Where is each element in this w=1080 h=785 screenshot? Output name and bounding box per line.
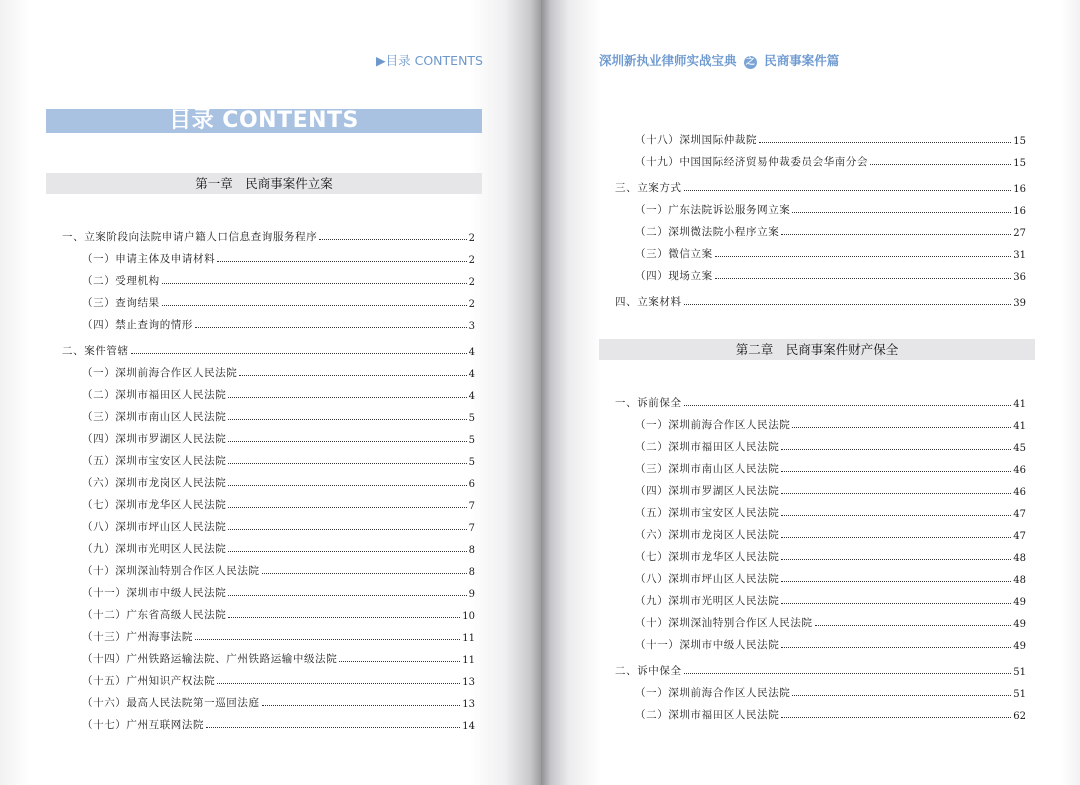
toc-entry-label: （二）深圳市福田区人民法院 — [635, 709, 780, 721]
toc-entry[interactable] — [635, 706, 1026, 722]
toc-entry[interactable] — [635, 504, 1026, 520]
toc-entry-page-number: 16 — [1013, 184, 1026, 195]
toc-entry[interactable] — [82, 628, 475, 644]
toc-entry-label: （十）深圳深汕特别合作区人民法院 — [635, 617, 813, 629]
toc-entry-label: （十五）广州知识产权法院 — [82, 675, 216, 687]
toc-entry-page-number: 5 — [468, 435, 475, 446]
toc-entry[interactable] — [82, 430, 475, 446]
toc-entry-page-number: 15 — [1013, 136, 1026, 147]
toc-entry-label: （二）深圳微法院小程序立案 — [635, 226, 780, 238]
toc-entry[interactable] — [635, 245, 1026, 261]
toc-entry[interactable] — [635, 131, 1026, 147]
toc-entry[interactable] — [82, 672, 475, 688]
toc-entry-label: （一）深圳前海合作区人民法院 — [82, 367, 238, 379]
toc-entry-page-number: 2 — [468, 233, 475, 244]
toc-entry[interactable] — [82, 474, 475, 490]
toc-entry-label: 一、诉前保全 — [615, 397, 682, 409]
toc-entry-page-number: 15 — [1013, 158, 1026, 169]
toc-entry-page-number: 4 — [468, 347, 475, 358]
toc-entry-label: （四）现场立案 — [635, 270, 713, 282]
toc-entry-label: （九）深圳市光明区人民法院 — [82, 543, 227, 555]
dot-leader — [684, 304, 1012, 305]
dot-leader — [131, 353, 467, 354]
toc-entry-label: （一）深圳前海合作区人民法院 — [635, 687, 791, 699]
toc-entry-page-number: 31 — [1013, 250, 1026, 261]
toc-entry[interactable] — [635, 416, 1026, 432]
toc-entry-page-number: 3 — [468, 321, 475, 332]
dot-leader — [781, 603, 1011, 604]
dot-leader — [781, 449, 1011, 450]
dot-leader — [781, 515, 1011, 516]
toc-entry-label: （二）深圳市福田区人民法院 — [635, 441, 780, 453]
toc-entry-label: 一、立案阶段向法院申请户籍人口信息查询服务程序 — [62, 231, 318, 243]
toc-entry-label: （十一）深圳市中级人民法院 — [82, 587, 227, 599]
chapter-2-title: 第二章 民商事案件财产保全 — [599, 339, 1035, 360]
toc-entry-label: （三）查询结果 — [82, 297, 160, 309]
toc-entry[interactable] — [635, 153, 1026, 169]
toc-entry[interactable] — [635, 201, 1026, 217]
dot-leader — [792, 695, 1011, 696]
toc-entry-page-number: 11 — [462, 633, 475, 644]
toc-entry-page-number: 2 — [468, 299, 475, 310]
toc-entry[interactable] — [635, 526, 1026, 542]
dot-leader — [228, 463, 466, 464]
book-header — [599, 51, 839, 69]
toc-entry-label: （九）深圳市光明区人民法院 — [635, 595, 780, 607]
dot-leader — [781, 581, 1011, 582]
toc-entry-page-number: 14 — [462, 721, 475, 732]
toc-entry[interactable] — [615, 394, 1026, 410]
toc-entry-label: （一）广东法院诉讼服务网立案 — [635, 204, 791, 216]
toc-entry[interactable] — [635, 684, 1026, 700]
toc-entry[interactable] — [62, 342, 475, 358]
toc-entry[interactable] — [615, 662, 1026, 678]
dot-leader — [228, 419, 466, 420]
book-title: 深圳新执业律师实战宝典 — [599, 53, 737, 68]
dot-leader — [684, 673, 1012, 674]
toc-entry-label: （十八）深圳国际仲裁院 — [635, 134, 758, 146]
toc-entry[interactable] — [82, 584, 475, 600]
toc-entry-page-number: 45 — [1013, 443, 1026, 454]
toc-entry[interactable] — [82, 364, 475, 380]
toc-entry-label: （五）深圳市宝安区人民法院 — [635, 507, 780, 519]
dot-leader — [781, 717, 1011, 718]
dot-leader — [162, 305, 467, 306]
toc-entry-label: （十）深圳深汕特别合作区人民法院 — [82, 565, 260, 577]
toc-entry-page-number: 49 — [1013, 597, 1026, 608]
dot-leader — [815, 625, 1012, 626]
toc-entry[interactable] — [62, 228, 475, 244]
toc-entry[interactable] — [635, 460, 1026, 476]
toc-entry-label: （六）深圳市龙岗区人民法院 — [635, 529, 780, 541]
toc-entry[interactable] — [635, 438, 1026, 454]
toc-entry[interactable] — [635, 223, 1026, 239]
toc-entry-page-number: 51 — [1013, 667, 1026, 678]
toc-entry[interactable] — [635, 592, 1026, 608]
toc-entry[interactable] — [635, 267, 1026, 283]
dot-leader — [319, 239, 466, 240]
toc-entry-page-number: 2 — [468, 277, 475, 288]
toc-entry[interactable] — [635, 570, 1026, 586]
toc-entry[interactable] — [82, 386, 475, 402]
toc-entry-page-number: 27 — [1013, 228, 1026, 239]
toc-entry[interactable] — [82, 606, 475, 622]
toc-entry-page-number: 8 — [468, 545, 475, 556]
dot-leader — [781, 559, 1011, 560]
dot-leader — [195, 639, 460, 640]
toc-entry-page-number: 4 — [468, 391, 475, 402]
book-subtitle: 民商事案件篇 — [764, 53, 840, 68]
toc-entry[interactable] — [82, 408, 475, 424]
toc-entry[interactable] — [82, 540, 475, 556]
toc-entry-page-number: 47 — [1013, 531, 1026, 542]
toc-entry[interactable] — [82, 294, 475, 310]
toc-entry-page-number: 46 — [1013, 487, 1026, 498]
toc-entry-label: （十二）广东省高级人民法院 — [82, 609, 227, 621]
dot-leader — [228, 551, 466, 552]
toc-entry-label: （十三）广州海事法院 — [82, 631, 193, 643]
toc-entry[interactable] — [82, 694, 475, 710]
toc-entry-page-number: 13 — [462, 677, 475, 688]
dot-leader — [870, 164, 1011, 165]
toc-entry-page-number: 4 — [468, 369, 475, 380]
toc-entry-page-number: 48 — [1013, 553, 1026, 564]
running-header: ▶目录 CONTENTS — [376, 53, 483, 68]
dot-leader — [228, 617, 460, 618]
dot-leader — [781, 493, 1011, 494]
toc-entry[interactable] — [615, 293, 1026, 309]
toc-entry-label: （十一）深圳市中级人民法院 — [635, 639, 780, 651]
toc-entry-page-number: 41 — [1013, 399, 1026, 410]
dot-leader — [228, 595, 466, 596]
toc-entry-page-number: 5 — [468, 413, 475, 424]
dot-leader — [206, 727, 460, 728]
toc-entry-page-number: 2 — [468, 255, 475, 266]
contents-title: 目录 CONTENTS — [46, 109, 482, 133]
toc-entry-label: （二）受理机构 — [82, 275, 160, 287]
toc-entry-page-number: 39 — [1013, 298, 1026, 309]
dot-leader — [715, 278, 1012, 279]
dot-leader — [228, 507, 466, 508]
toc-entry-label: （八）深圳市坪山区人民法院 — [635, 573, 780, 585]
toc-entry-page-number: 49 — [1013, 619, 1026, 630]
toc-entry-page-number: 9 — [468, 589, 475, 600]
right-page — [541, 0, 1080, 785]
toc-entry-page-number: 36 — [1013, 272, 1026, 283]
toc-entry[interactable] — [635, 548, 1026, 564]
toc-entry-page-number: 48 — [1013, 575, 1026, 586]
toc-entry-page-number: 46 — [1013, 465, 1026, 476]
toc-entry[interactable] — [635, 614, 1026, 630]
dot-leader — [239, 375, 466, 376]
zhi-badge-icon: 之 — [745, 57, 755, 67]
toc-entry-label: （七）深圳市龙华区人民法院 — [82, 499, 227, 511]
dot-leader — [195, 327, 467, 328]
toc-entry[interactable] — [82, 316, 475, 332]
toc-entry-label: （四）禁止查询的情形 — [82, 319, 193, 331]
dot-leader — [684, 190, 1012, 191]
toc-entry-label: （六）深圳市龙岗区人民法院 — [82, 477, 227, 489]
toc-entry-label: （三）深圳市南山区人民法院 — [635, 463, 780, 475]
toc-entry-page-number: 13 — [462, 699, 475, 710]
toc-entry-label: 三、立案方式 — [615, 182, 682, 194]
toc-entry[interactable] — [82, 496, 475, 512]
dot-leader — [759, 142, 1011, 143]
toc-entry-label: （五）深圳市宝安区人民法院 — [82, 455, 227, 467]
toc-entry-label: （十九）中国国际经济贸易仲裁委员会华南分会 — [635, 156, 869, 168]
toc-entry-page-number: 11 — [462, 655, 475, 666]
toc-entry-label: （四）深圳市罗湖区人民法院 — [82, 433, 227, 445]
chapter-1-title: 第一章 民商事案件立案 — [46, 173, 482, 194]
dot-leader — [781, 537, 1011, 538]
toc-entry-label: （十七）广州互联网法院 — [82, 719, 205, 731]
toc-entry-label: （八）深圳市坪山区人民法院 — [82, 521, 227, 533]
toc-entry-page-number: 51 — [1013, 689, 1026, 700]
toc-entry[interactable] — [82, 650, 475, 666]
dot-leader — [781, 234, 1011, 235]
toc-entry-label: （十六）最高人民法院第一巡回法庭 — [82, 697, 260, 709]
dot-leader — [262, 573, 467, 574]
toc-entry-label: （一）深圳前海合作区人民法院 — [635, 419, 791, 431]
toc-entry-page-number: 5 — [468, 457, 475, 468]
toc-entry[interactable] — [82, 562, 475, 578]
toc-entry-label: （一）申请主体及申请材料 — [82, 253, 216, 265]
toc-entry-label: （十四）广州铁路运输法院、广州铁路运输中级法院 — [82, 653, 338, 665]
toc-entry-label: （七）深圳市龙华区人民法院 — [635, 551, 780, 563]
dot-leader — [217, 261, 466, 262]
toc-entry-label: （二）深圳市福田区人民法院 — [82, 389, 227, 401]
toc-entry-page-number: 49 — [1013, 641, 1026, 652]
toc-entry-label: （三）微信立案 — [635, 248, 713, 260]
toc-entry-label: （三）深圳市南山区人民法院 — [82, 411, 227, 423]
toc-entry-label: 四、立案材料 — [615, 296, 682, 308]
dot-leader — [684, 405, 1012, 406]
toc-entry[interactable] — [82, 250, 475, 266]
dot-leader — [228, 529, 466, 530]
dot-leader — [217, 683, 460, 684]
toc-entry-label: 二、案件管辖 — [62, 345, 129, 357]
dot-leader — [262, 705, 461, 706]
toc-entry-label: 二、诉中保全 — [615, 665, 682, 677]
dot-leader — [792, 212, 1011, 213]
toc-entry[interactable] — [615, 179, 1026, 195]
toc-entry[interactable] — [82, 716, 475, 732]
toc-entry-page-number: 62 — [1013, 711, 1026, 722]
toc-entry[interactable] — [82, 518, 475, 534]
dot-leader — [228, 441, 466, 442]
toc-entry-page-number: 47 — [1013, 509, 1026, 520]
toc-entry-page-number: 7 — [468, 523, 475, 534]
dot-leader — [339, 661, 460, 662]
dot-leader — [792, 427, 1011, 428]
toc-entry[interactable] — [635, 636, 1026, 652]
toc-entry-label: （四）深圳市罗湖区人民法院 — [635, 485, 780, 497]
dot-leader — [162, 283, 467, 284]
toc-entry-page-number: 6 — [468, 479, 475, 490]
toc-entry-page-number: 16 — [1013, 206, 1026, 217]
toc-entry[interactable] — [635, 482, 1026, 498]
dot-leader — [781, 647, 1011, 648]
toc-entry[interactable] — [82, 452, 475, 468]
dot-leader — [228, 397, 466, 398]
toc-entry-page-number: 7 — [468, 501, 475, 512]
dot-leader — [781, 471, 1011, 472]
toc-entry-page-number: 10 — [462, 611, 475, 622]
toc-entry-page-number: 41 — [1013, 421, 1026, 432]
dot-leader — [715, 256, 1012, 257]
dot-leader — [228, 485, 466, 486]
toc-entry[interactable] — [82, 272, 475, 288]
toc-entry-page-number: 8 — [468, 567, 475, 578]
